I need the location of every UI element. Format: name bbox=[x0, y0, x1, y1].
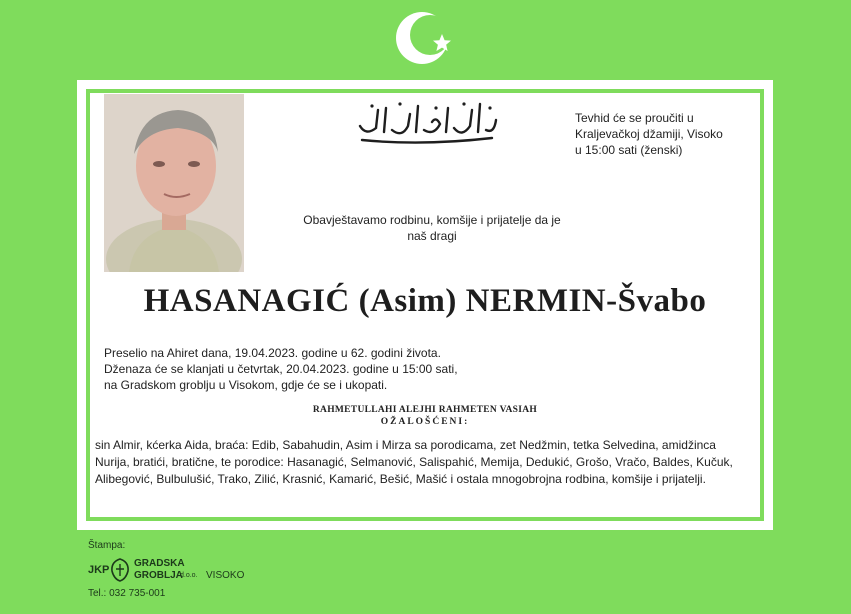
tevhid-line: Tevhid će se proučiti u bbox=[575, 111, 694, 125]
logo-emblem-icon bbox=[110, 558, 130, 582]
logo-jkp: JKP bbox=[88, 564, 110, 576]
mourners-list bbox=[95, 437, 765, 488]
intro-line: Obavještavamo rodbinu, komšije i prijatelje da je bbox=[303, 213, 561, 227]
logo-line-2: GROBLJA bbox=[134, 570, 183, 581]
print-label: Štampa: bbox=[88, 540, 126, 551]
logo-doo: d.o.o. bbox=[180, 572, 198, 579]
prayer-text: RAHMETULLAHI ALEJHI RAHMETEN VASIAH bbox=[312, 405, 538, 415]
death-line: na Gradskom groblju u Visokom, gdje će se i ukopati. bbox=[104, 378, 388, 392]
mourners-line: Nurija, bratići, bratične, te porodice: Hasanagić, Selmanović, Salispahić, Memija, Dedukić, Grošo, Vračo, Baldes, Kučuk, bbox=[95, 455, 733, 469]
death-details bbox=[104, 345, 584, 393]
crescent-and-star-icon bbox=[396, 8, 454, 66]
death-line: Dženaza će se klanjati u četvrtak, 20.04.2023. godine u 15:00 sati, bbox=[104, 362, 458, 376]
printer-logo bbox=[88, 556, 248, 586]
intro-line: naš dragi bbox=[407, 229, 457, 243]
deceased-photo bbox=[104, 94, 244, 272]
mourners-heading: OŽALOŠĆENI: bbox=[380, 417, 470, 427]
announcement-intro bbox=[282, 212, 582, 244]
deceased-name: HASANAGIĆ (Asim) NERMIN-Švabo bbox=[143, 283, 707, 319]
death-line: Preselio na Ahiret dana, 19.04.2023. godine u 62. godini života. bbox=[104, 346, 441, 360]
logo-city: VISOKO bbox=[206, 570, 245, 581]
arabic-calligraphy-icon bbox=[352, 96, 502, 148]
phone-number: Tel.: 032 735-001 bbox=[88, 588, 166, 599]
tevhid-line: u 15:00 sati (ženski) bbox=[575, 143, 683, 157]
tevhid-info bbox=[575, 110, 755, 158]
mourners-line: sin Almir, kćerka Aida, braća: Edib, Sabahudin, Asim i Mirza sa porodicama, zet Nedžmin, tetka Selvedina, amidžinca bbox=[95, 438, 716, 452]
mourners-line: Alibegović, Bulbulušić, Trako, Zilić, Krasnić, Kamarić, Bešić, Mašić i ostala mnogobrojna rodbina, komšije i prijatelji. bbox=[95, 472, 706, 486]
logo-line-1: GRADSKA bbox=[134, 558, 185, 569]
tevhid-line: Kraljevačkoj džamiji, Visoko bbox=[575, 127, 723, 141]
